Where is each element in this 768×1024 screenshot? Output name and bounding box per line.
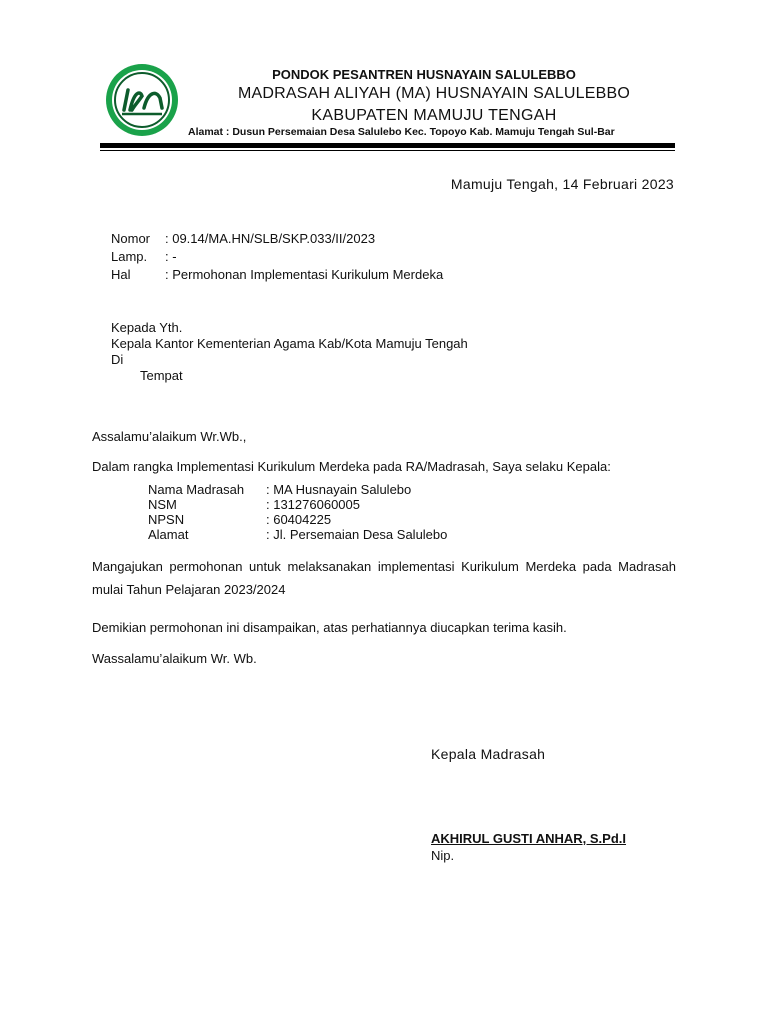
school-name: MADRASAH ALIYAH (MA) HUSNAYAIN SALULEBBO (237, 85, 631, 102)
detail-label-nama: Nama Madrasah (148, 482, 245, 497)
hal-value: : Permohonan Implementasi Kurikulum Merdeka (165, 267, 444, 282)
hal-label: Hal (111, 267, 131, 282)
recipient-line-1: Kepada Yth. (111, 320, 183, 335)
nomor-value: : 09.14/MA.HN/SLB/SKP.033/II/2023 (165, 231, 376, 246)
institution-name: PONDOK PESANTREN HUSNAYAIN SALULEBBO (272, 67, 576, 82)
detail-value-nsm: : 131276060005 (266, 497, 360, 512)
detail-label-nsm: NSM (148, 497, 177, 512)
header-divider-thick (100, 143, 675, 148)
school-address: Alamat : Dusun Persemaian Desa Salulebo Kec. Topoyo Kab. Mamuju Tengah Sul-Bar (188, 126, 615, 138)
letter-date: Mamuju Tengah, 14 Februari 2023 (450, 176, 674, 192)
body-paragraph: Mangajukan permohonan untuk melaksanakan implementasi Kurikulum Merdeka pada Madrasah mulai Tahun Pelajaran 2023/2024 (92, 559, 676, 597)
recipient-line-3: Di (111, 352, 124, 367)
recipient-line-4: Tempat (140, 368, 183, 383)
signatory-nip: Nip. (431, 848, 455, 863)
lamp-value: : - (165, 249, 177, 264)
recipient-line-2: Kepala Kantor Kementerian Agama Kab/Kota Mamuju Tengah (111, 336, 468, 351)
nomor-label: Nomor (111, 231, 151, 246)
closing-greeting: Wassalamu’alaikum Wr. Wb. (92, 651, 257, 666)
detail-value-nama: : MA Husnayain Salulebo (266, 482, 412, 497)
detail-value-alamat: : Jl. Persemaian Desa Salulebo (266, 527, 448, 542)
regency-name: KABUPATEN MAMUJU TENGAH (311, 107, 557, 124)
signatory-name: AKHIRUL GUSTI ANHAR, S.Pd.I (431, 831, 627, 846)
opening-greeting: Assalamu’alaikum Wr.Wb., (92, 429, 247, 444)
intro-text: Dalam rangka Implementasi Kurikulum Merdeka pada RA/Madrasah, Saya selaku Kepala: (92, 459, 611, 474)
lamp-label: Lamp. (111, 249, 148, 264)
detail-value-npsn: : 60404225 (266, 512, 332, 527)
detail-label-npsn: NPSN (148, 512, 185, 527)
detail-label-alamat: Alamat (148, 527, 189, 542)
header-divider-thin (100, 150, 675, 151)
signature-title: Kepala Madrasah (431, 746, 546, 762)
closing-paragraph: Demikian permohonan ini disampaikan, atas perhatiannya diucapkan terima kasih. (92, 620, 567, 635)
